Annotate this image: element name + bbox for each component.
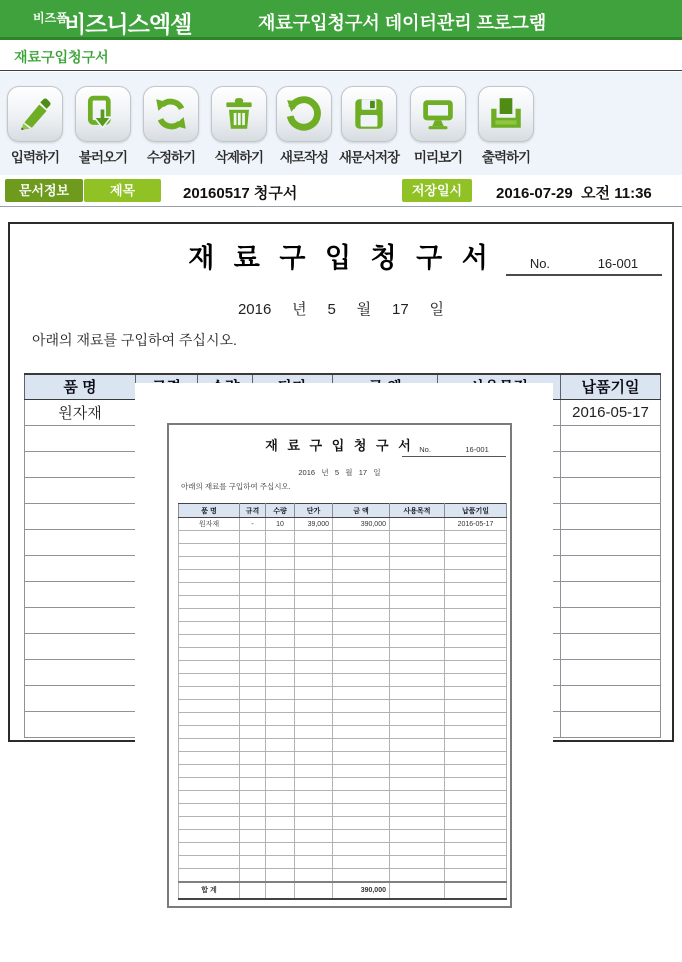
preview-table-column-header: 사용목적: [390, 504, 445, 518]
preview-table-cell: 390,000: [333, 518, 390, 531]
preview-table-cell: [295, 609, 333, 622]
preview-table-cell: [390, 609, 445, 622]
preview-table-cell: [333, 661, 390, 674]
preview-table-column-header: 품 명: [179, 504, 240, 518]
preview-table-cell: [445, 674, 507, 687]
preview-table-column-header: 수량: [266, 504, 295, 518]
preview-table-cell: [179, 583, 240, 596]
preview-table-cell: [295, 830, 333, 843]
breadcrumb: 재료구입청구서: [14, 49, 109, 65]
preview-table-cell: [266, 661, 295, 674]
print-button-label: 출력하기: [481, 150, 531, 165]
preview-table-cell: [445, 843, 507, 856]
preview-intro-text: 아래의 재료를 구입하여 주십시오.: [181, 482, 291, 491]
preview-table-cell: [445, 622, 507, 635]
new-button-face: [276, 86, 332, 142]
preview-table-cell: [390, 726, 445, 739]
trash-icon: [220, 95, 258, 133]
preview-table-cell: [295, 622, 333, 635]
preview-table-cell: [295, 700, 333, 713]
document-table-cell: [25, 685, 136, 711]
edit-button[interactable]: [138, 86, 204, 166]
document-form-title: 재 료 구 입 청 구 서: [188, 243, 494, 273]
preview-table-cell: [295, 570, 333, 583]
preview-table-cell: [240, 609, 266, 622]
preview-table-cell: [240, 791, 266, 804]
print-button-face: [478, 86, 534, 142]
preview-table-cell: [266, 791, 295, 804]
preview-table-cell: [179, 752, 240, 765]
preview-table-cell: [179, 648, 240, 661]
preview-table-cell: [179, 791, 240, 804]
preview-number-label: No.: [419, 445, 431, 454]
preview-table-cell: [240, 726, 266, 739]
preview-table-cell: [333, 648, 390, 661]
preview-table-cell: [390, 544, 445, 557]
preview-table-cell: [266, 726, 295, 739]
preview-table-cell: [240, 544, 266, 557]
preview-table-cell: [295, 583, 333, 596]
preview-table-cell: [295, 726, 333, 739]
preview-table-cell: [295, 531, 333, 544]
document-table-cell: [561, 685, 661, 711]
preview-table-cell: [266, 596, 295, 609]
preview-table-cell: [390, 830, 445, 843]
document-table-cell: [561, 529, 661, 555]
new-button[interactable]: [271, 86, 337, 166]
document-table-cell: [25, 711, 136, 737]
preview-table-cell: [240, 843, 266, 856]
preview-table-cell: [266, 609, 295, 622]
preview-table-cell: [390, 765, 445, 778]
preview-table-cell: [295, 635, 333, 648]
preview-table-cell: [390, 583, 445, 596]
preview-table-cell: [240, 882, 266, 899]
preview-table-cell: [333, 869, 390, 882]
delete-button[interactable]: [206, 86, 272, 166]
preview-table-cell: [240, 635, 266, 648]
preview-table-cell: [445, 583, 507, 596]
preview-table-cell: -: [240, 518, 266, 531]
preview-table-cell: [333, 609, 390, 622]
preview-table-cell: [266, 765, 295, 778]
brand-logo: 비즈니스엑셀: [64, 11, 192, 37]
preview-table-cell: [240, 804, 266, 817]
preview-table-cell: [295, 804, 333, 817]
preview-table-cell: [333, 583, 390, 596]
delete-button-face: [211, 86, 267, 142]
preview-items-table: [178, 503, 507, 900]
preview-table-cell: 원자재: [179, 518, 240, 531]
redo-arrow-icon: [285, 95, 323, 133]
document-table-cell: [561, 425, 661, 451]
document-table-cell: [25, 607, 136, 633]
preview-table-cell: [266, 752, 295, 765]
doc-info-badge: 문서정보: [5, 179, 83, 202]
preview-table-cell: [240, 765, 266, 778]
preview-table-cell: [179, 739, 240, 752]
preview-table-cell: [179, 570, 240, 583]
preview-table-cell: [240, 700, 266, 713]
document-number-label: No.: [529, 256, 551, 271]
preview-table-cell: [445, 804, 507, 817]
preview-table-cell: [445, 752, 507, 765]
monitor-icon: [419, 95, 457, 133]
printer-icon: [487, 95, 525, 133]
preview-table-cell: [295, 869, 333, 882]
load-button[interactable]: [70, 86, 136, 166]
document-table-cell: [561, 607, 661, 633]
preview-table-cell: [240, 830, 266, 843]
preview-table-cell: [390, 674, 445, 687]
preview-table-cell: [179, 661, 240, 674]
breadcrumb-row: [0, 40, 682, 71]
preview-table-cell: [240, 583, 266, 596]
preview-table-cell: [179, 765, 240, 778]
preview-table-cell: [390, 570, 445, 583]
document-table-cell: [561, 555, 661, 581]
preview-table-cell: [266, 687, 295, 700]
preview-table-cell: [445, 817, 507, 830]
preview-table-cell: [179, 557, 240, 570]
document-table-cell: [561, 711, 661, 737]
preview-table-cell: [295, 817, 333, 830]
preview-table-cell: [179, 596, 240, 609]
preview-table-cell: 10: [266, 518, 295, 531]
document-intro-text: 아래의 재료를 구입하여 주십시오.: [32, 332, 237, 348]
preview-table-cell: [390, 791, 445, 804]
preview-button[interactable]: [405, 86, 471, 166]
document-info-bar: [0, 175, 682, 207]
pencil-icon: [16, 95, 54, 133]
document-table-cell: [25, 425, 136, 451]
preview-table-column-header: 단가: [295, 504, 333, 518]
preview-table-cell: [266, 778, 295, 791]
preview-table-cell: [240, 687, 266, 700]
preview-table-cell: [179, 531, 240, 544]
preview-table-cell: [390, 804, 445, 817]
preview-table-cell: [390, 531, 445, 544]
document-table-cell: [25, 477, 136, 503]
preview-table-cell: [445, 648, 507, 661]
preview-table-cell: [445, 596, 507, 609]
preview-table-cell: [333, 765, 390, 778]
preview-table-cell: [390, 687, 445, 700]
preview-table-cell: [333, 687, 390, 700]
preview-table-cell: [295, 661, 333, 674]
preview-table-cell: [179, 843, 240, 856]
print-button[interactable]: [473, 86, 539, 166]
preview-table-cell: [445, 609, 507, 622]
preview-table-cell: [445, 635, 507, 648]
preview-table-cell: [266, 531, 295, 544]
saved-datetime-badge: 저장일시: [402, 179, 472, 202]
preview-table-cell: [390, 557, 445, 570]
document-number-block: [506, 252, 662, 276]
preview-table-cell: [240, 648, 266, 661]
preview-table-cell: [390, 700, 445, 713]
preview-table-cell: [333, 739, 390, 752]
preview-table-cell: [295, 882, 333, 899]
preview-table-cell: [333, 804, 390, 817]
preview-table-cell: [295, 791, 333, 804]
preview-table-cell: [179, 674, 240, 687]
preview-table-cell: [390, 817, 445, 830]
document-table-cell: [25, 555, 136, 581]
preview-number-block: [402, 441, 506, 457]
preview-table-cell: [333, 570, 390, 583]
preview-table-cell: [240, 856, 266, 869]
preview-table-cell: [266, 648, 295, 661]
preview-table-cell: [295, 687, 333, 700]
preview-table-cell: [240, 596, 266, 609]
preview-table-cell: [295, 752, 333, 765]
preview-table-cell: [179, 635, 240, 648]
preview-table-cell: [390, 622, 445, 635]
preview-table-cell: [390, 882, 445, 899]
preview-table-cell: [390, 661, 445, 674]
preview-table-cell: [240, 622, 266, 635]
preview-table-cell: [295, 674, 333, 687]
document-number-value: 16-001: [597, 256, 639, 271]
preview-table-cell: [295, 648, 333, 661]
load-button-face: [75, 86, 131, 142]
preview-table-cell: [295, 843, 333, 856]
preview-table-wrap: [178, 503, 507, 900]
preview-table-cell: [390, 739, 445, 752]
preview-table-cell: [295, 557, 333, 570]
preview-table-cell: [333, 622, 390, 635]
preview-table-cell: [266, 882, 295, 899]
preview-table-cell: [266, 739, 295, 752]
print-preview-window[interactable]: [135, 383, 553, 935]
preview-table-cell: [390, 518, 445, 531]
title-badge: 제목: [84, 179, 161, 202]
preview-table-cell: [445, 882, 507, 899]
preview-table-cell: [445, 687, 507, 700]
preview-table-cell: [266, 856, 295, 869]
input-button-face: [7, 86, 63, 142]
toolbar: [0, 72, 682, 175]
preview-table-cell: [445, 791, 507, 804]
preview-table-cell: [390, 596, 445, 609]
preview-table-cell: [179, 700, 240, 713]
preview-table-cell: [179, 830, 240, 843]
edit-button-face: [143, 86, 199, 142]
document-table-cell: [561, 659, 661, 685]
preview-table-cell: [445, 765, 507, 778]
preview-table-cell: [179, 687, 240, 700]
preview-table-cell: [240, 570, 266, 583]
document-table-cell: [561, 451, 661, 477]
preview-table-cell: [333, 596, 390, 609]
preview-table-cell: [445, 700, 507, 713]
preview-table-cell: [266, 557, 295, 570]
load-button-label: 불러오기: [78, 150, 128, 165]
document-table-cell: 원자재: [25, 399, 136, 425]
brand-small: 비즈폼: [33, 11, 68, 25]
preview-table-cell: [390, 713, 445, 726]
save-new-doc-button-face: [341, 86, 397, 142]
document-table-cell: [561, 581, 661, 607]
delete-button-label: 삭제하기: [214, 150, 264, 165]
preview-table-cell: [266, 583, 295, 596]
preview-table-cell: [333, 843, 390, 856]
preview-table-cell: [266, 544, 295, 557]
preview-table-cell: [266, 804, 295, 817]
preview-table-cell: [390, 778, 445, 791]
preview-table-cell: 합 계: [179, 882, 240, 899]
preview-table-cell: [445, 570, 507, 583]
document-table-cell: [561, 633, 661, 659]
document-table-column-header: 납품기일: [561, 374, 661, 399]
preview-table-cell: [333, 752, 390, 765]
preview-table-cell: [295, 856, 333, 869]
preview-table-cell: [333, 674, 390, 687]
preview-table-cell: [179, 778, 240, 791]
preview-number-value: 16-001: [465, 445, 489, 454]
document-date-line: 2016 년 5 월 17 일: [237, 301, 445, 318]
preview-table-cell: [240, 531, 266, 544]
preview-table-cell: [333, 791, 390, 804]
preview-table-cell: 390,000: [333, 882, 390, 899]
preview-button-label: 미리보기: [413, 150, 463, 165]
preview-table-cell: [179, 726, 240, 739]
preview-table-cell: [445, 856, 507, 869]
preview-table-cell: [179, 804, 240, 817]
preview-table-cell: [179, 713, 240, 726]
app-header: [0, 0, 682, 40]
preview-table-column-header: 금 액: [333, 504, 390, 518]
save-new-doc-button[interactable]: [336, 86, 402, 166]
preview-form-title: 재 료 구 입 청 구 서: [265, 438, 414, 453]
preview-table-cell: [266, 869, 295, 882]
preview-table-cell: [179, 544, 240, 557]
preview-table-cell: [390, 648, 445, 661]
preview-table-cell: [333, 817, 390, 830]
preview-date-line: 2016 년 5 월 17 일: [298, 468, 381, 477]
preview-table-cell: [266, 570, 295, 583]
document-table-cell: [25, 451, 136, 477]
print-preview-page: [167, 423, 512, 908]
preview-table-column-header: 규격: [240, 504, 266, 518]
document-table-cell: [25, 581, 136, 607]
preview-table-cell: [179, 869, 240, 882]
preview-table-cell: [333, 531, 390, 544]
preview-table-cell: [240, 661, 266, 674]
preview-table-cell: [295, 544, 333, 557]
preview-table-cell: [333, 830, 390, 843]
document-table-cell: [25, 529, 136, 555]
preview-table-cell: [445, 830, 507, 843]
preview-table-cell: [240, 817, 266, 830]
preview-table-cell: [266, 622, 295, 635]
save-new-doc-button-label: 새문서저장: [338, 150, 400, 165]
document-table-cell: [561, 503, 661, 529]
preview-table-cell: [240, 752, 266, 765]
preview-table-cell: [295, 739, 333, 752]
preview-table-cell: [390, 869, 445, 882]
program-title: 재료구입청구서 데이터관리 프로그램: [258, 13, 547, 33]
preview-table-cell: [333, 778, 390, 791]
preview-table-cell: [266, 700, 295, 713]
preview-table-cell: [333, 700, 390, 713]
floppy-save-icon: [350, 95, 388, 133]
preview-table-cell: [240, 674, 266, 687]
preview-table-cell: [179, 856, 240, 869]
preview-table-cell: [445, 778, 507, 791]
preview-table-cell: [445, 544, 507, 557]
preview-table-column-header: 납품기일: [445, 504, 507, 518]
preview-table-cell: [295, 765, 333, 778]
input-button[interactable]: [2, 86, 68, 166]
preview-table-cell: [266, 843, 295, 856]
preview-table-cell: [333, 557, 390, 570]
preview-table-cell: [179, 817, 240, 830]
preview-table-cell: [445, 869, 507, 882]
preview-table-cell: [445, 557, 507, 570]
document-table-cell: 2016-05-17: [561, 399, 661, 425]
preview-table-cell: [266, 713, 295, 726]
new-button-label: 새로작성: [279, 150, 329, 165]
preview-table-cell: [333, 856, 390, 869]
document-table-cell: [561, 477, 661, 503]
preview-table-cell: [295, 713, 333, 726]
preview-table-cell: [445, 713, 507, 726]
refresh-arrows-icon: [152, 95, 190, 133]
document-table-cell: [25, 659, 136, 685]
preview-table-cell: [240, 739, 266, 752]
edit-button-label: 수정하기: [146, 150, 196, 165]
document-table-column-header: 품 명: [25, 374, 136, 399]
preview-table-cell: [266, 830, 295, 843]
preview-table-cell: [445, 531, 507, 544]
preview-table-cell: 39,000: [295, 518, 333, 531]
preview-table-cell: [390, 635, 445, 648]
preview-table-cell: [390, 856, 445, 869]
preview-table-cell: [240, 869, 266, 882]
preview-table-cell: [240, 778, 266, 791]
preview-table-cell: [295, 596, 333, 609]
preview-table-cell: [445, 739, 507, 752]
preview-table-cell: [390, 843, 445, 856]
preview-table-cell: [240, 557, 266, 570]
preview-table-cell: [333, 635, 390, 648]
preview-table-cell: [240, 713, 266, 726]
preview-table-cell: [445, 726, 507, 739]
preview-table-cell: 2016-05-17: [445, 518, 507, 531]
preview-table-cell: [266, 817, 295, 830]
preview-table-cell: [333, 544, 390, 557]
preview-table-cell: [295, 778, 333, 791]
preview-table-cell: [266, 635, 295, 648]
preview-table-cell: [445, 661, 507, 674]
preview-table-cell: [179, 622, 240, 635]
preview-table-cell: [333, 726, 390, 739]
preview-table-cell: [266, 674, 295, 687]
input-button-label: 입력하기: [10, 150, 60, 165]
preview-button-face: [410, 86, 466, 142]
load-document-icon: [84, 95, 122, 133]
preview-table-cell: [390, 752, 445, 765]
document-title-value: 20160517 청구서: [183, 185, 298, 202]
document-table-cell: [25, 633, 136, 659]
preview-table-cell: [179, 609, 240, 622]
preview-table-cell: [333, 713, 390, 726]
document-table-cell: [25, 503, 136, 529]
saved-datetime-value: 2016-07-29 오전 11:36: [496, 185, 652, 202]
